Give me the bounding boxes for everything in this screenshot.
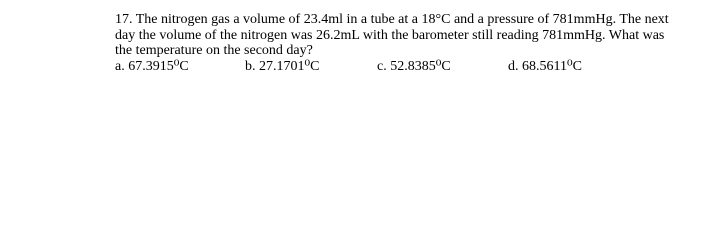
question-text: 17. The nitrogen gas a volume of 23.4ml in a tube at a 18°C and a pressure of 781mmHg. The next day the volume of the nitrogen was 26.2mL with the barometer still reading 781mmHg. What was the temperature on the second day? <box>115 12 669 58</box>
choice-c: c. 52.8385⁰C <box>377 58 451 74</box>
choice-b: b. 27.1701⁰C <box>245 58 320 74</box>
answer-choices <box>115 59 675 75</box>
question-block <box>115 12 675 75</box>
choice-d: d. 68.5611⁰C <box>508 58 582 74</box>
choice-a: a. 67.3915⁰C <box>115 58 189 74</box>
